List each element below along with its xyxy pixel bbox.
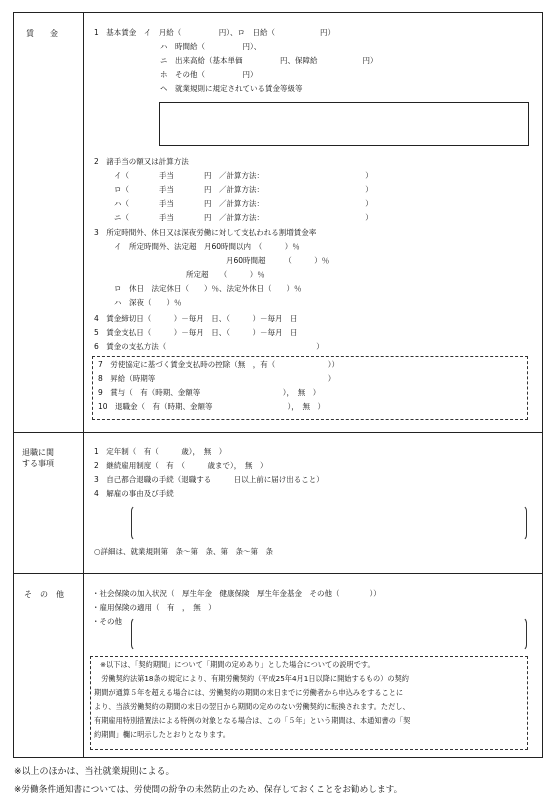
allowance-row: ロ（ 手当 円 ／計算方法： ） <box>114 185 373 194</box>
contract-note-line: 有期雇用特別措置法による特例の対象となる場合は、この「５年」という期間は、本通知書の「契 <box>94 716 411 725</box>
piece-rate-line: ニ 出来高給（基本単価 円、保障給 円） <box>160 56 378 65</box>
dismissal-bracket-field[interactable] <box>131 505 527 541</box>
row-divider-wages <box>13 432 543 433</box>
footer-note-keep: ※労働条件通知書については、労使間の紛争の未然防止のため、保存しておくことをお勧めします。 <box>14 785 403 795</box>
social-insurance-line: ・社会保険の加入状況（ 厚生年金 健康保険 厚生年金基金 その他（ ）） <box>92 589 381 598</box>
holiday-rate-line: ロ 休日 法定休日（ ）％、法定外休日（ ）％ <box>114 284 302 293</box>
section-title-retirement: 退職に関 する事項 <box>22 448 54 468</box>
base-wage-line: 1 基本賃金 イ 月給（ 円）、ロ 日給（ 円） <box>94 28 336 37</box>
cutoff-date-line: 4 賃金締切日（ ）－毎月 日、（ ）－毎月 日 <box>94 314 298 323</box>
allowance-row: イ（ 手当 円 ／計算方法： ） <box>114 171 373 180</box>
employment-insurance-line: ・雇用保険の適用（ 有 ， 無 ） <box>92 603 216 612</box>
overtime-rate-line: イ 所定時間外、法定超 月60時間以内 （ ）％ <box>114 242 300 251</box>
rules-reference-line: ○詳細は、就業規則第 条～第 条、第 条～第 条 <box>94 547 274 556</box>
contract-note-line: 労働契約法第18条の規定により、有期労働契約（平成25年4月1日以降に開始するもの）の契約 <box>94 674 409 683</box>
wage-grade-input-box[interactable] <box>159 102 529 146</box>
payment-method-line: 6 賃金の支払方法（ ） <box>94 342 324 351</box>
premium-rate-heading: 3 所定時間外、休日又は深夜労働に対して支払われる割増賃金率 <box>94 228 317 237</box>
row-divider-retirement <box>13 573 543 574</box>
section-title-wages: 賃 金 <box>26 29 58 38</box>
other-bracket-field[interactable] <box>131 617 527 651</box>
allowance-row: ハ（ 手当 円 ／計算方法： ） <box>114 199 373 208</box>
other-label: ・その他 <box>92 617 122 626</box>
payment-date-line: 5 賃金支払日（ ）－毎月 日、（ ）－毎月 日 <box>94 328 298 337</box>
column-divider <box>83 12 84 758</box>
raise-line: 8 昇給（時期等 ） <box>98 374 336 383</box>
contract-note-line: 期間が通算５年を超える場合には、労働契約の期間の末日までに労働者から申込みをすることに <box>94 688 404 697</box>
overtime-rate-over60-line: 月60時間超 （ ）％ <box>226 256 330 265</box>
severance-line: 10 退職金（ 有（時期、金額等 ）， 無 ） <box>98 402 326 411</box>
allowance-row: ニ（ 手当 円 ／計算方法： ） <box>114 213 373 222</box>
hourly-wage-line: ハ 時間給（ 円）、 <box>160 42 262 51</box>
night-rate-line: ハ 深夜（ ）％ <box>114 298 182 307</box>
contract-note-line: 約期間」欄に明示したとおりとなります。 <box>94 730 230 739</box>
allowances-heading: 2 諸手当の額又は計算方法 <box>94 157 189 166</box>
contract-note-line: ※以下は、「契約期間」について「期間の定めあり」とした場合についての説明です。 <box>100 660 375 669</box>
section-title-other: そ の 他 <box>24 590 64 599</box>
dismissal-heading: 4 解雇の事由及び手続 <box>94 489 174 498</box>
deduction-line: 7 労使協定に基づく賃金支払時の控除（無 ，有（ ）） <box>98 360 340 369</box>
footer-note-rules: ※以上のほかは、当社就業規則による。 <box>14 767 175 777</box>
scheduled-overtime-line: 所定超 （ ）％ <box>186 270 265 279</box>
voluntary-resignation-line: 3 自己都合退職の手続（退職する 日以上前に届け出ること） <box>94 475 324 484</box>
other-wage-line: ホ その他（ 円） <box>160 70 258 79</box>
contract-note-line: より、当該労働契約の期間の末日の翌日から期間の定めのない労働契約に転換されます。ただし、 <box>94 702 410 711</box>
continued-employment-line: 2 継続雇用制度（ 有 （ 歳まで）， 無 ） <box>94 461 268 470</box>
wage-grade-line: ヘ 就業規則に規定されている賃金等級等 <box>160 84 303 93</box>
bonus-line: 9 賞与（ 有（時期、金額等 ）， 無 ） <box>98 388 321 397</box>
retirement-age-line: 1 定年制（ 有（ 歳）， 無 ） <box>94 447 227 456</box>
